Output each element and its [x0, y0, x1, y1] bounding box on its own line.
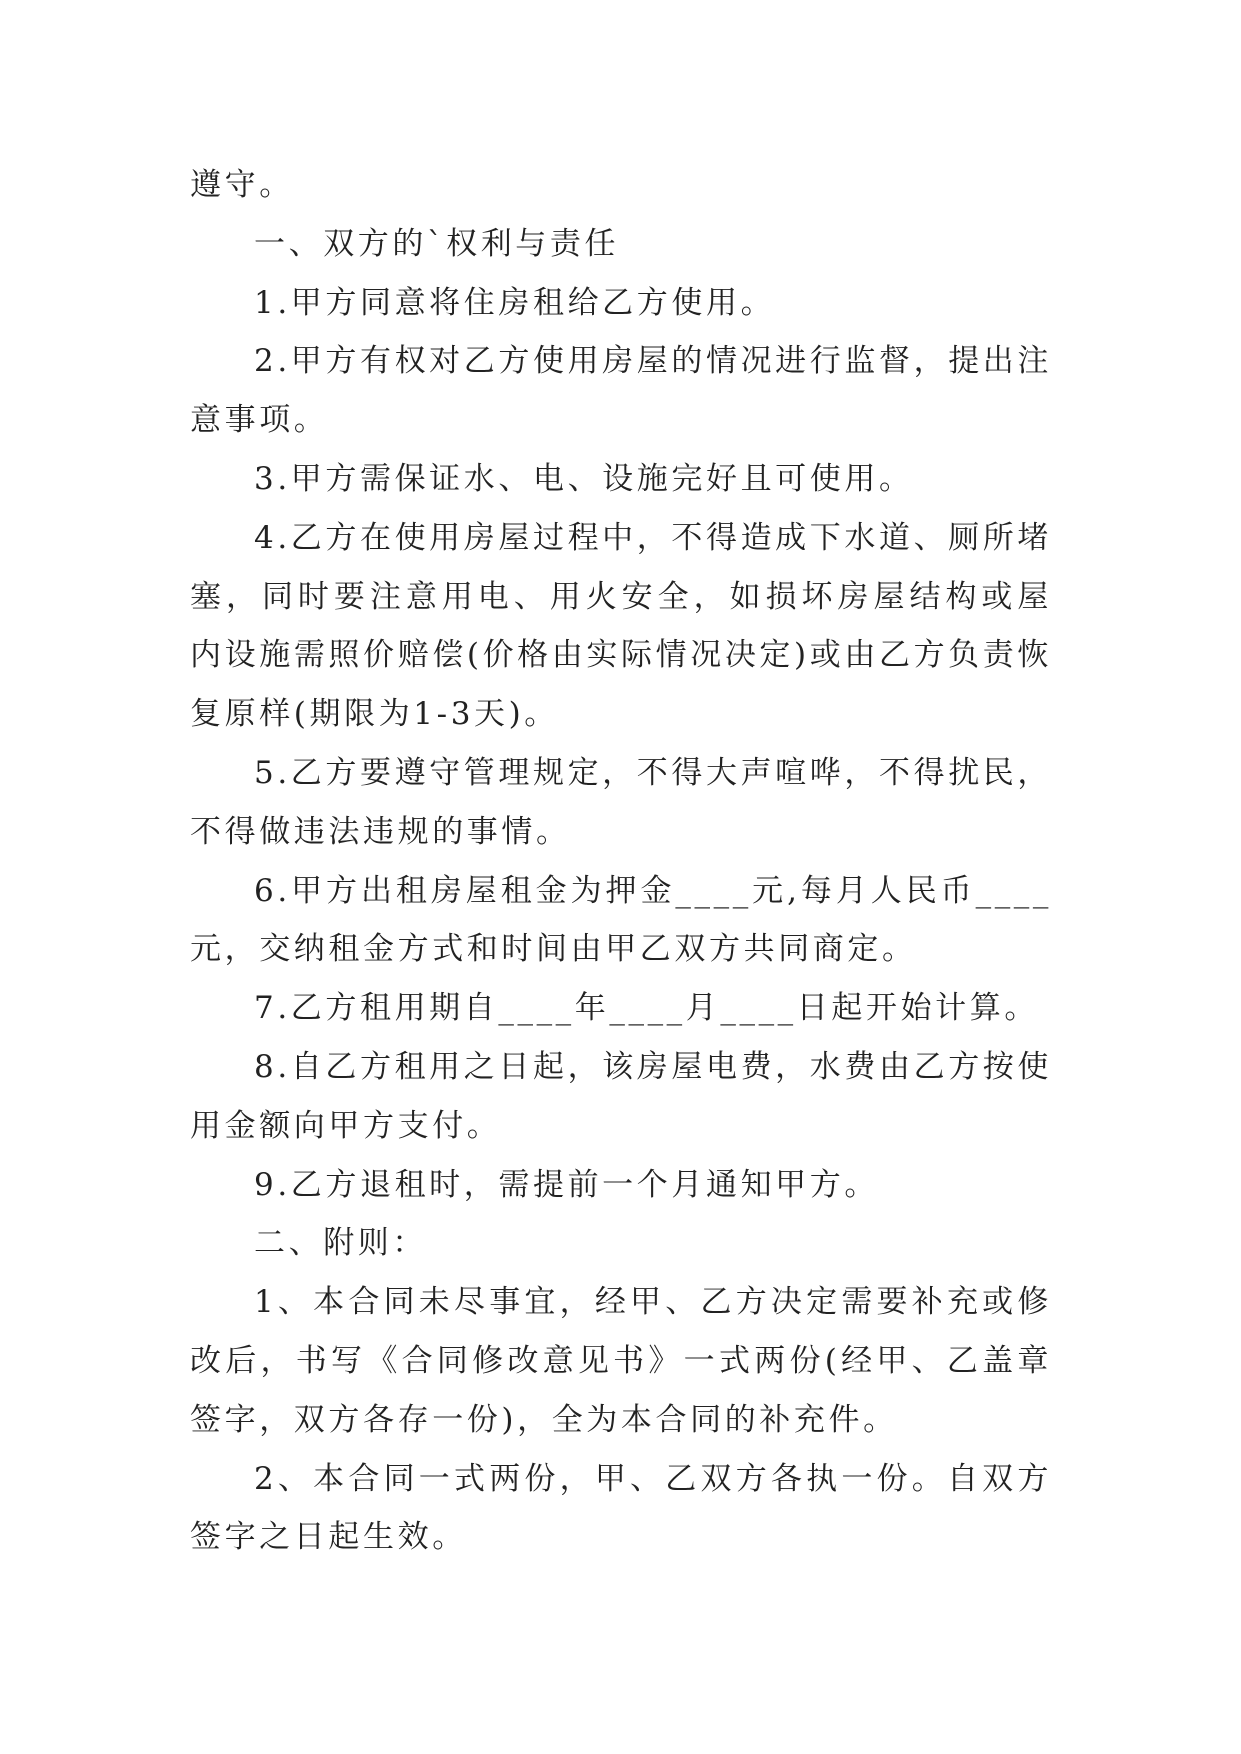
paragraph-continuation: 遵守。 [190, 167, 294, 203]
clause-7: 7.乙方租用期自____年____月____日起开始计算。 [254, 990, 1039, 1027]
clause-4: 4.乙方在使用房屋过程中，不得造成下水道、厕所堵塞，同时要注意用电、用火安全，如损坏房屋结构或屋内设施需照价赔偿(价格由实际情况决定)或由乙方负责恢复原样(期限为1-3天)。 [190, 519, 1052, 733]
supplementary-clause-1: 1、本合同未尽事宜，经甲、乙方决定需要补充或修改后，书写《合同修改意见书》一式两份(经甲、乙盖章签字，双方各存一份)，全为本合同的补充件。 [190, 1284, 1052, 1438]
clause-8: 8.自乙方租用之日起，该房屋电费，水费由乙方按使用金额向甲方支付。 [190, 1048, 1052, 1144]
document-body [190, 156, 1052, 1567]
supplementary-clause-2: 2、本合同一式两份，甲、乙双方各执一份。自双方签字之日起生效。 [190, 1460, 1052, 1556]
clause-6: 6.甲方出租房屋租金为押金____元,每月人民币____元，交纳租金方式和时间由甲乙双方共同商定。 [190, 872, 1052, 968]
clause-3: 3.甲方需保证水、电、设施完好且可使用。 [254, 460, 914, 497]
clause-9: 9.乙方退租时，需提前一个月通知甲方。 [254, 1166, 879, 1203]
clause-2: 2.甲方有权对乙方使用房屋的情况进行监督，提出注意事项。 [190, 343, 1052, 439]
section-heading-supplementary: 二、附则： [254, 1225, 427, 1262]
section-heading-rights: 一、双方的`权利与责任 [254, 225, 620, 262]
clause-1: 1.甲方同意将住房租给乙方使用。 [254, 284, 776, 321]
clause-5: 5.乙方要遵守管理规定，不得大声喧哗，不得扰民，不得做违法违规的事情。 [190, 754, 1052, 850]
